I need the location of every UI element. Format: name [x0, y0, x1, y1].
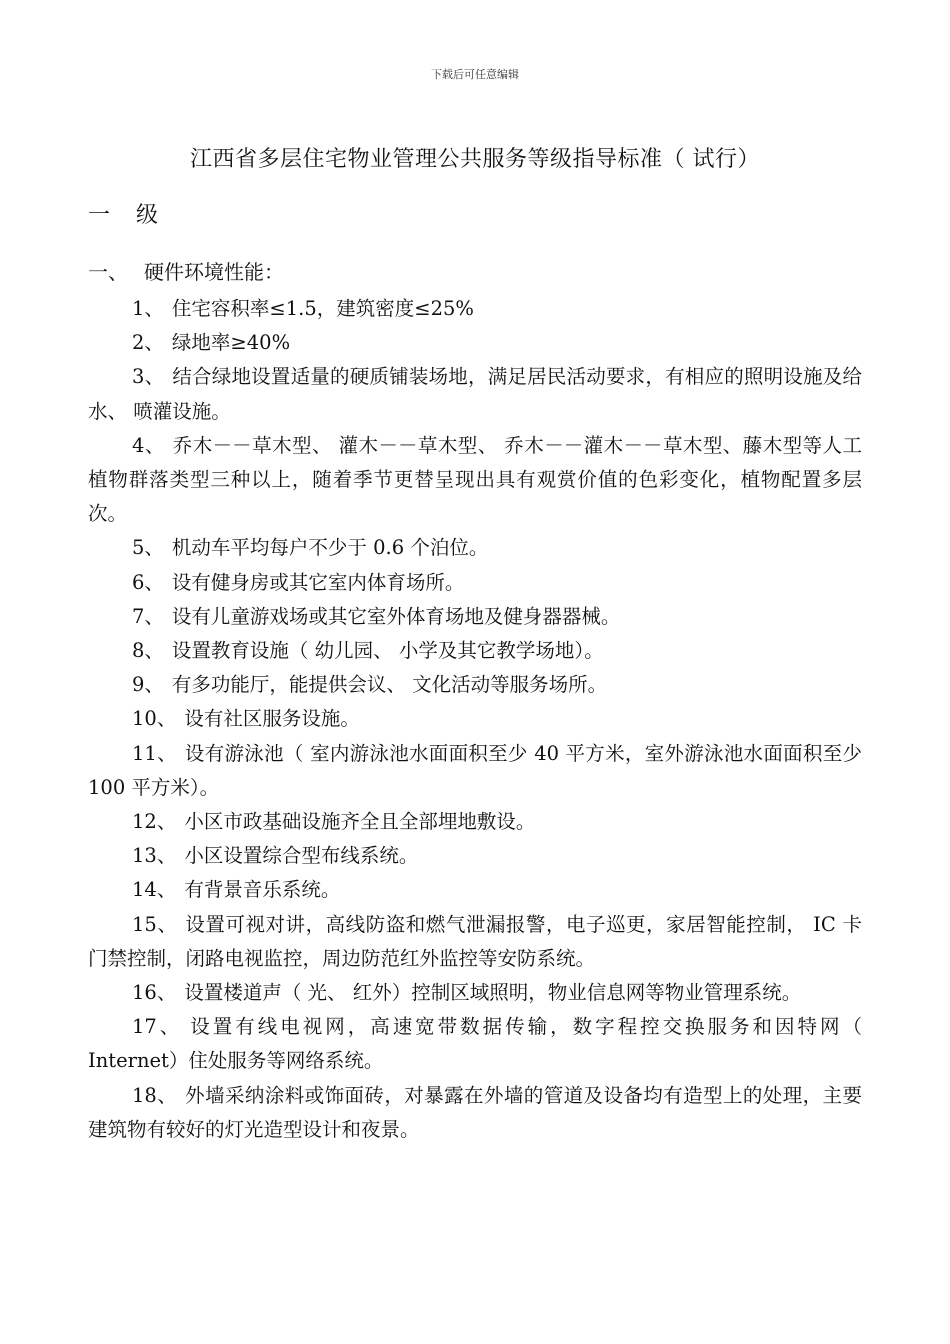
section-number: 一、 — [88, 260, 128, 284]
level-mark: 一 — [88, 203, 111, 228]
level-label: 级 — [136, 203, 159, 228]
list-item — [88, 360, 862, 428]
item-index: 15、 — [132, 912, 178, 936]
list-item — [88, 873, 862, 907]
item-text: 设置楼道声（ 光、 红外）控制区域照明，物业信息网等物业管理系统。 — [184, 981, 802, 1005]
item-index: 16、 — [132, 981, 177, 1005]
item-index: 17、 — [132, 1015, 183, 1039]
list-item — [88, 908, 862, 976]
list-item — [88, 737, 862, 805]
header-note: 下载后可任意编辑 — [431, 68, 519, 81]
item-text: 乔木－－草木型、 灌木－－草木型、 乔木－－灌木－－草木型、藤木型等人工植物群落类型三种以上，随着季节更替呈现出具有观赏价值的色彩变化，植物配置多层次。 — [88, 433, 862, 526]
item-index: 7、 — [132, 604, 164, 628]
list-item — [88, 634, 862, 668]
item-text: 设有社区服务设施。 — [184, 707, 360, 731]
item-index: 18、 — [132, 1083, 178, 1107]
list-item — [88, 839, 862, 873]
list-item — [88, 668, 862, 702]
item-text: 设置教育设施（ 幼儿园、 小学及其它教学场地）。 — [171, 639, 604, 663]
item-text: 住宅容积率≤1.5，建筑密度≤25% — [171, 297, 474, 320]
item-text: 设置可视对讲，高线防盗和燃气泄漏报警，电子巡更，家居智能控制， IC 卡门禁控制，闭路电视监控，周边防范红外监控等安防系统。 — [88, 912, 862, 970]
list-item — [88, 976, 862, 1010]
item-index: 14、 — [132, 878, 177, 902]
list-item — [88, 429, 862, 532]
item-index: 6、 — [132, 570, 164, 594]
item-text: 设有游泳池（ 室内游泳池水面面积至少 40 平方米，室外游泳池水面面积至少 100 平方米）。 — [88, 741, 862, 799]
item-index: 5、 — [132, 536, 164, 560]
document-title: 江西省多层住宅物业管理公共服务等级指导标准（ 试行） — [190, 147, 760, 172]
item-text: 设有儿童游戏场或其它室外体育场地及健身器器械。 — [171, 604, 621, 628]
item-index: 12、 — [132, 810, 177, 834]
item-text: 外墙采纳涂料或饰面砖，对暴露在外墙的管道及设备均有造型上的处理，主要建筑物有较好的灯光造型设计和夜景。 — [88, 1083, 862, 1141]
item-index: 1、 — [132, 297, 164, 320]
list-item — [88, 292, 862, 326]
section-heading — [88, 256, 284, 285]
item-text: 结合绿地设置适量的硬质铺装场地，满足居民活动要求，有相应的照明设施及给水、 喷灌设施。 — [88, 365, 862, 423]
item-text: 设有健身房或其它室内体育场所。 — [171, 570, 465, 594]
requirements-list — [88, 292, 862, 1147]
list-item — [88, 566, 862, 600]
list-item — [88, 600, 862, 634]
item-text: 小区市政基础设施齐全且全部埋地敷设。 — [184, 810, 536, 834]
item-index: 2、 — [132, 331, 164, 355]
section-label: 硬件环境性能： — [144, 260, 284, 284]
list-item — [88, 702, 862, 736]
list-item — [88, 531, 862, 565]
item-index: 9、 — [132, 673, 164, 697]
list-item — [88, 326, 862, 360]
level-heading — [88, 198, 158, 229]
item-text: 有多功能厅，能提供会议、 文化活动等服务场所。 — [171, 673, 608, 697]
item-text: 绿地率≥40% — [171, 331, 291, 355]
item-index: 3、 — [132, 365, 165, 389]
item-index: 13、 — [132, 844, 177, 868]
item-text: 有背景音乐系统。 — [184, 878, 341, 902]
list-item — [88, 805, 862, 839]
item-index: 11、 — [132, 741, 177, 765]
item-text: 小区设置综合型布线系统。 — [184, 844, 419, 868]
item-text: 机动车平均每户不少于 0.6 个泊位。 — [171, 536, 489, 560]
list-item — [88, 1079, 862, 1147]
list-item — [88, 1010, 862, 1078]
item-text: 设置有线电视网，高速宽带数据传输，数字程控交换服务和因特网（ Internet）住处服务等网络系统。 — [88, 1015, 862, 1073]
item-index: 10、 — [132, 707, 177, 731]
item-index: 8、 — [132, 639, 164, 663]
item-index: 4、 — [132, 433, 165, 457]
